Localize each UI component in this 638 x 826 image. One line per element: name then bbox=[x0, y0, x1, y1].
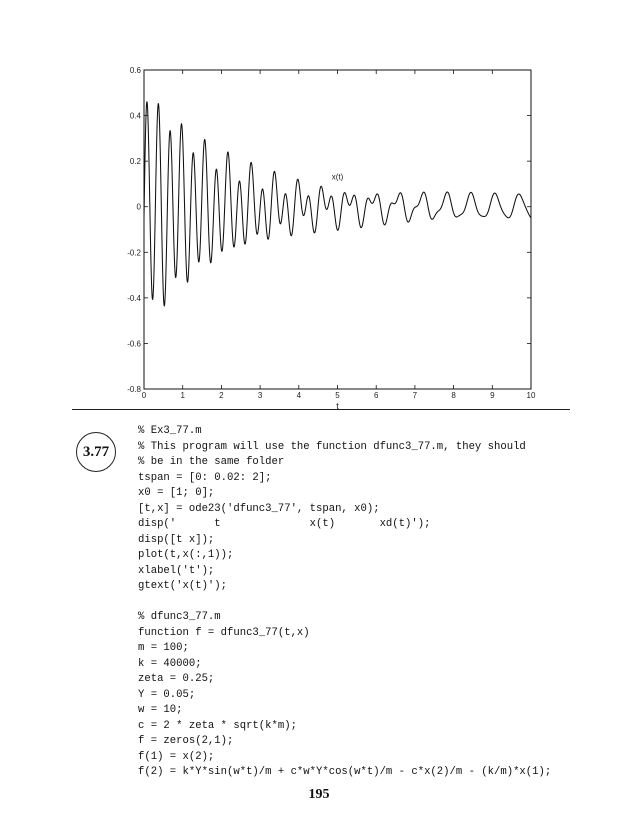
x-tick-label: 5 bbox=[335, 391, 340, 400]
response-plot bbox=[0, 0, 638, 411]
code-line: Y = 0.05; bbox=[138, 688, 196, 701]
code-line: tspan = [0: 0.02: 2]; bbox=[138, 471, 272, 484]
y-tick-label: -0.4 bbox=[127, 293, 141, 303]
x-tick-label: 2 bbox=[219, 391, 224, 400]
code-line: plot(t,x(:,1)); bbox=[138, 549, 234, 561]
code-line: % be in the same folder bbox=[138, 456, 285, 468]
code-line: disp([t x]); bbox=[138, 533, 215, 546]
code-line: [t,x] = ode23('dfunc3_77', tspan, x0); bbox=[138, 502, 380, 515]
section-divider bbox=[72, 409, 570, 410]
code-line: xlabel('t'); bbox=[138, 564, 215, 577]
problem-number-badge: 3.77 bbox=[76, 432, 116, 472]
x-tick-label: 7 bbox=[412, 391, 418, 400]
x-tick-label: 6 bbox=[373, 391, 379, 400]
code-line: x0 = [1; 0]; bbox=[138, 487, 215, 499]
x-axis-label: t bbox=[336, 401, 339, 411]
code-line: w = 10; bbox=[138, 704, 183, 716]
x-tick-label: 3 bbox=[257, 391, 263, 400]
y-tick-label: -0.2 bbox=[127, 248, 141, 258]
y-tick-label: 0.6 bbox=[129, 66, 141, 75]
code-line: m = 100; bbox=[138, 642, 189, 654]
code-line: f(2) = k*Y*sin(w*t)/m + c*w*Y*cos(w*t)/m - c*x(2)/m - (k/m)*x(1); bbox=[138, 766, 552, 778]
x-tick-label: 10 bbox=[526, 391, 536, 400]
ticks-layer bbox=[127, 66, 536, 400]
code-line: c = 2 * zeta * sqrt(k*m); bbox=[138, 719, 297, 732]
y-tick-label: 0 bbox=[136, 202, 141, 212]
code-line: disp(' t x(t) xd(t)'); bbox=[138, 518, 431, 530]
code-line: % This program will use the function dfunc3_77.m, they should bbox=[138, 440, 526, 453]
code-line: f = zeros(2,1); bbox=[138, 735, 234, 747]
code-line: % Ex3_77.m bbox=[138, 425, 202, 437]
code-line: zeta = 0.25; bbox=[138, 673, 215, 685]
code-line: % dfunc3_77.m bbox=[138, 611, 221, 623]
matlab-code-listing bbox=[138, 424, 551, 781]
page-number: 195 bbox=[308, 787, 330, 802]
code-line: f(1) = x(2); bbox=[138, 750, 215, 763]
x-tick-label: 8 bbox=[451, 391, 456, 400]
annotation-x-t: x(t) bbox=[331, 172, 344, 182]
x-tick-label: 9 bbox=[490, 391, 495, 400]
code-line: k = 40000; bbox=[138, 657, 202, 670]
code-line bbox=[138, 595, 551, 611]
x-tick-label: 4 bbox=[296, 391, 302, 400]
series-x-t-line bbox=[144, 102, 531, 306]
x-tick-label: 1 bbox=[180, 391, 185, 400]
y-tick-label: -0.8 bbox=[127, 385, 141, 394]
code-line: function f = dfunc3_77(t,x) bbox=[138, 626, 310, 639]
y-tick-label: 0.2 bbox=[129, 157, 141, 167]
y-tick-label: 0.4 bbox=[129, 111, 141, 121]
code-line: gtext('x(t)'); bbox=[138, 580, 228, 592]
x-tick-label: 0 bbox=[141, 391, 147, 400]
y-tick-label: -0.6 bbox=[127, 339, 141, 349]
